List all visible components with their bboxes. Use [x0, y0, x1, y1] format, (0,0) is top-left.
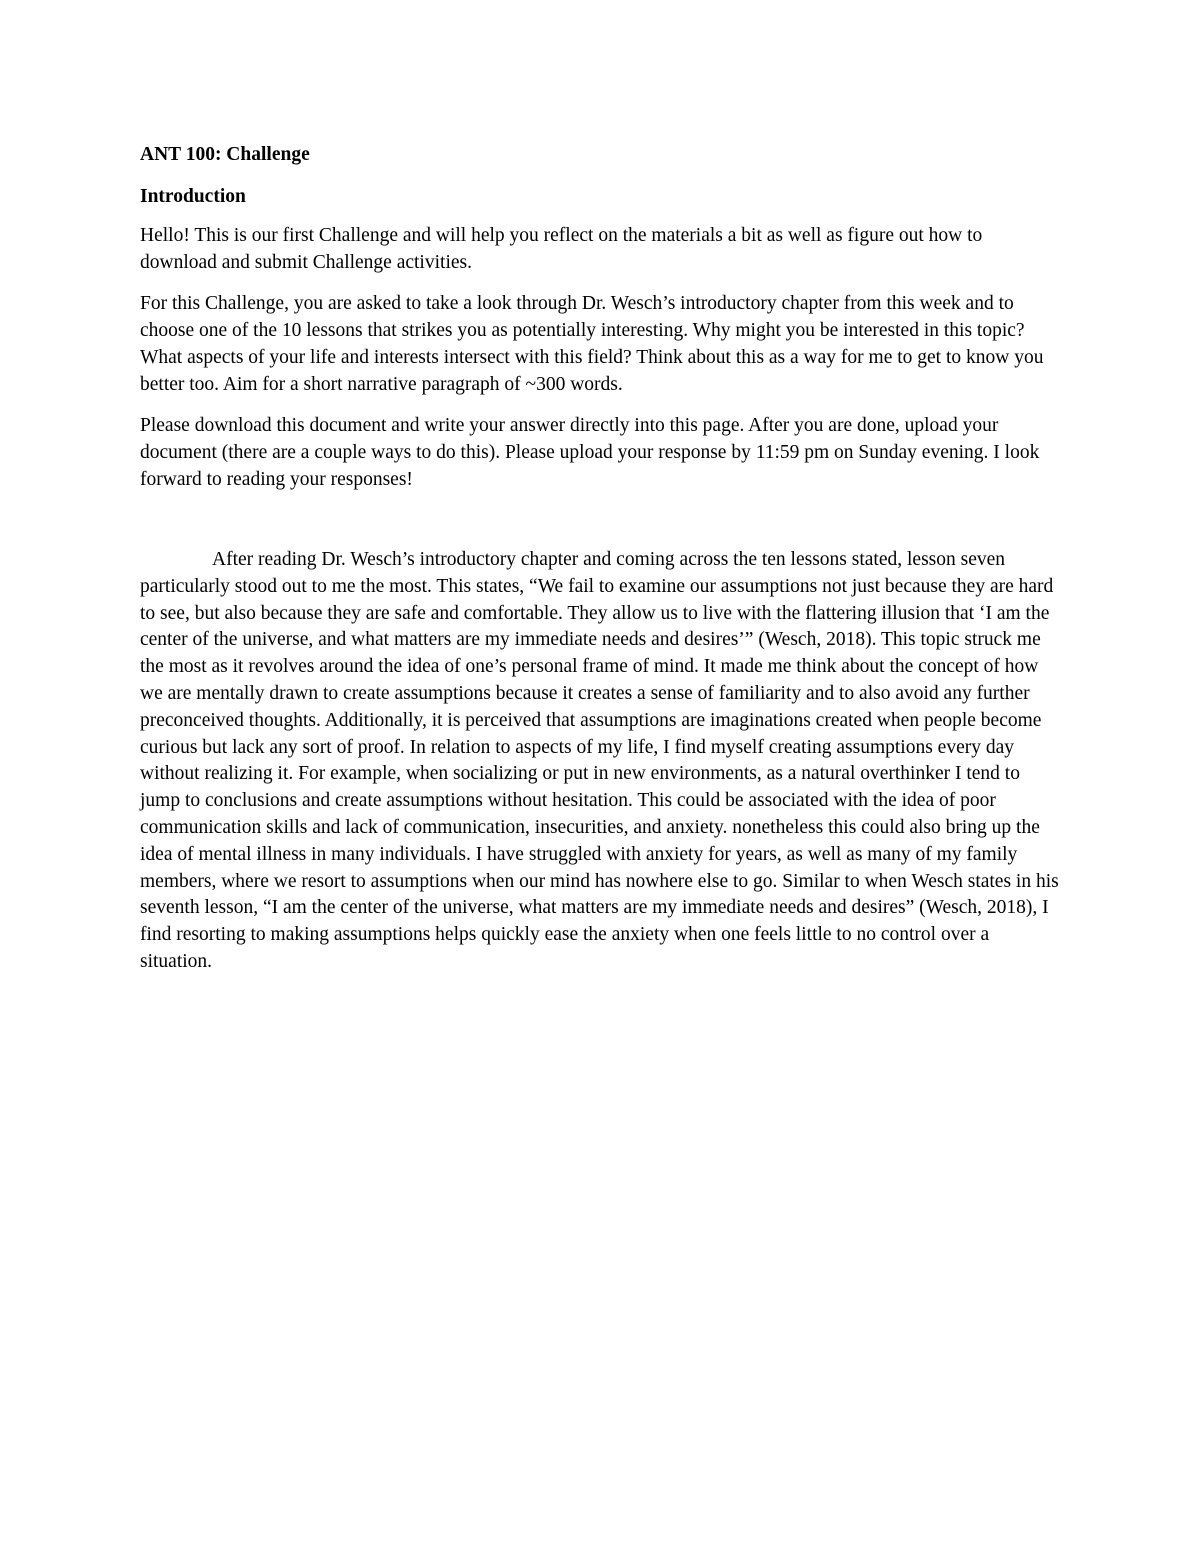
intro-paragraph-2: For this Challenge, you are asked to take a look through Dr. Wesch’s introductory chapter from this week and to choose one of the 10 lessons that strikes you as potentially interesting. Why might you be interested in this topic? What aspects of your life and interests intersect with this field? Think about this as a way for me to get to know you better too. Aim for a short narrative paragraph of ~300 words.	[140, 293, 1044, 395]
student-response-paragraph: After reading Dr. Wesch’s introductory chapter and coming across the ten lessons stated, lesson seven particularly stood out to me the most. This states, “We fail to examine our assumptions not just because they are hard to see, but also because they are safe and comfortable. They allow us to live with the flattering illusion that ‘I am the center of the universe, and what matters are my immediate needs and desires’” (Wesch, 2018). This topic struck me the most as it revolves around the idea of one’s personal frame of mind. It made me think about the concept of how we are mentally drawn to create assumptions because it creates a sense of familiarity and to also avoid any further preconceived thoughts. Additionally, it is perceived that assumptions are imaginations created when people become curious but lack any sort of proof. In relation to aspects of my life, I find myself creating assumptions every day without realizing it. For example, when socializing or put in new environments, as a natural overthinker I tend to jump to conclusions and create assumptions without hesitation. This could be associated with the idea of poor communication skills and lack of communication, insecurities, and anxiety. nonetheless this could also bring up the idea of mental illness in many individuals. I have struggled with anxiety for years, as well as many of my family members, where we resort to assumptions when our mind has nowhere else to go. Similar to when Wesch states in his seventh lesson, “I am the center of the universe, what matters are my immediate needs and desires” (Wesch, 2018), I find resorting to making assumptions helps quickly ease the anxiety when one feels little to no control over a situation.	[140, 549, 1059, 972]
introduction-heading: Introduction	[140, 186, 246, 207]
intro-paragraph-1: Hello! This is our first Challenge and will help you reflect on the materials a bit as well as figure out how to download and submit Challenge activities.	[140, 225, 983, 273]
document-title: ANT 100: Challenge	[140, 144, 310, 165]
document-body	[140, 138, 1060, 976]
intro-paragraph-3: Please download this document and write your answer directly into this page. After you are done, upload your document (there are a couple ways to do this). Please upload your response by 11:59 pm on Sunday evening. I look forward to reading your responses!	[140, 415, 1040, 490]
